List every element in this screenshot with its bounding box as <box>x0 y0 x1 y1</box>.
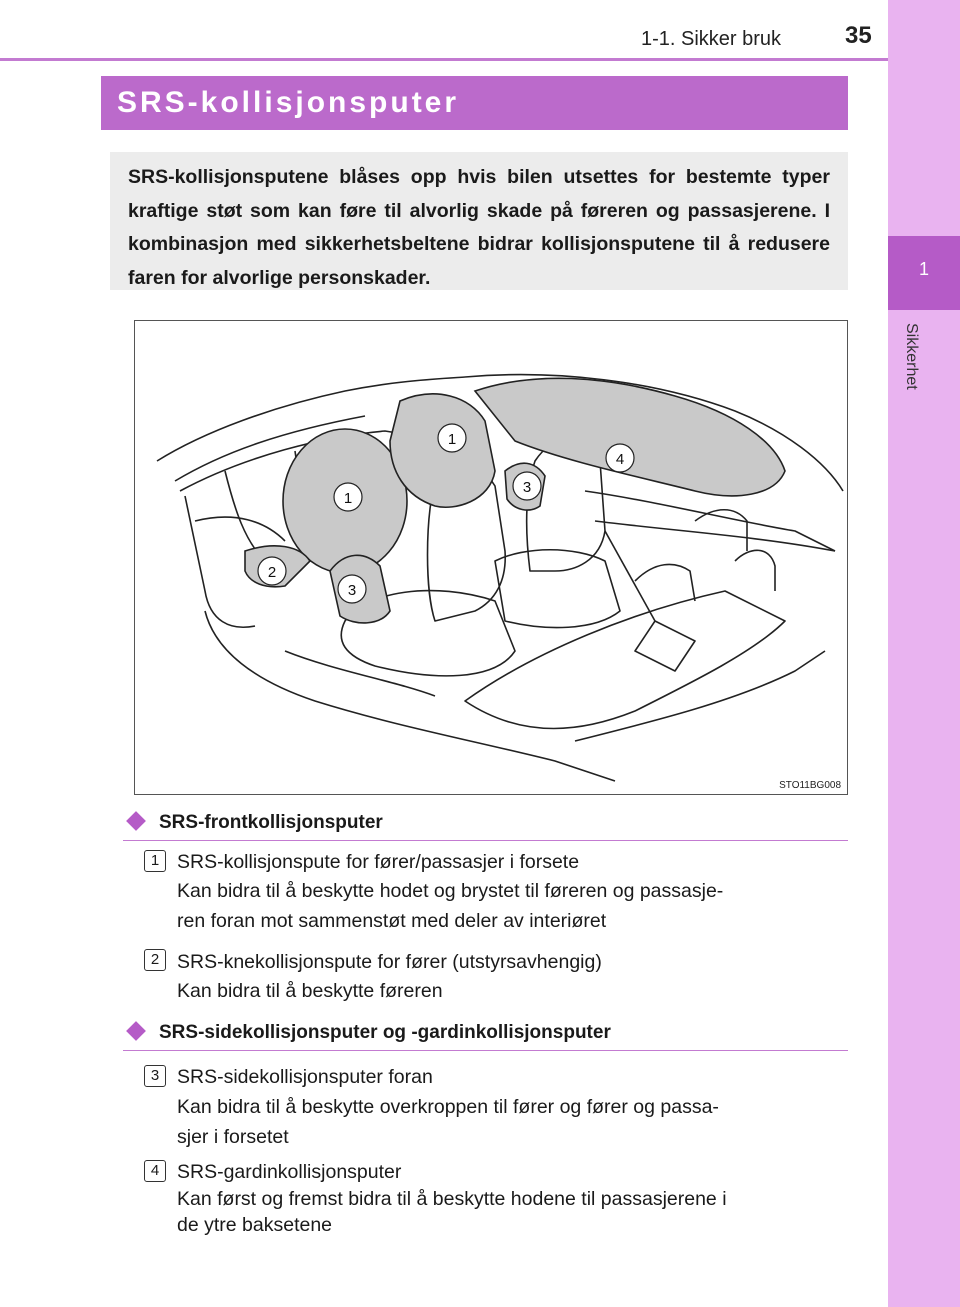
callout-3-driver <box>338 575 366 603</box>
diamond-bullet-icon <box>126 1021 146 1041</box>
svg-text:1: 1 <box>343 490 353 507</box>
section-heading-side <box>123 1020 848 1051</box>
callout-2 <box>258 557 286 585</box>
item-description: Kan først og fremst bidra til å beskytte hodene til passasjerene i <box>177 1188 727 1210</box>
item-title: SRS-sidekollisjonsputer foran <box>177 1066 433 1088</box>
item-title: SRS-kollisjonspute for fører/passasjer i forsete <box>177 851 580 873</box>
header-rule <box>0 58 888 61</box>
section-label: 1-1. Sikker bruk <box>641 28 782 50</box>
svg-text:1: 1 <box>447 431 457 448</box>
item-description: Kan bidra til å beskytte hodet og brystet til føreren og passasje- <box>177 880 724 902</box>
item-title: SRS-knekollisjonspute for fører (utstyrsavhengig) <box>177 951 602 973</box>
chapter-title: Sikkerhet <box>903 323 920 390</box>
item-number-badge: 3 <box>144 1065 166 1087</box>
item-description: Kan bidra til å beskytte overkroppen til fører og fører og passa- <box>177 1096 719 1118</box>
car-interior-drawing <box>135 321 847 794</box>
svg-text:3: 3 <box>347 582 357 599</box>
svg-text:3: 3 <box>522 479 532 496</box>
page-title: SRS-kollisjonsputer <box>101 76 848 130</box>
callout-3-passenger <box>513 472 541 500</box>
svg-text:4: 4 <box>615 451 625 468</box>
section-heading-text: SRS-sidekollisjonsputer og -gardinkollisjonsputer <box>159 1022 611 1043</box>
diamond-bullet-icon <box>126 811 146 831</box>
item-number-badge: 4 <box>144 1160 166 1182</box>
figure-code: STO11BG008 <box>779 780 841 791</box>
airbag-illustration <box>134 320 848 795</box>
callout-1-passenger <box>438 424 466 452</box>
item-description-cont: ren foran mot sammenstøt med deler av interiøret <box>177 910 607 932</box>
item-description-cont: de ytre baksetene <box>177 1214 333 1236</box>
item-title: SRS-gardinkollisjonsputer <box>177 1161 402 1183</box>
item-description-cont: sjer i forsetet <box>177 1126 289 1148</box>
chapter-sidebar <box>888 0 960 1307</box>
section-heading-text: SRS-frontkollisjonsputer <box>159 812 383 833</box>
item-number-badge: 1 <box>144 850 166 872</box>
callout-4 <box>606 444 634 472</box>
callout-1-driver <box>334 483 362 511</box>
page-number: 35 <box>845 22 872 49</box>
intro-box: SRS-kollisjonsputene blåses opp hvis bilen utsettes for bestemte typer kraftige støt som kan føre til alvorlig skade på føreren og passasjerene. I kombinasjon med sikkerhetsbeltene bidrar kollisjonsputene til å redusere faren for alvorlige personskader. <box>110 152 848 290</box>
item-description: Kan bidra til å beskytte føreren <box>177 980 443 1002</box>
chapter-tab[interactable]: 1 <box>888 236 960 310</box>
section-heading-front <box>123 810 848 841</box>
svg-text:2: 2 <box>267 564 277 581</box>
item-number-badge: 2 <box>144 949 166 971</box>
